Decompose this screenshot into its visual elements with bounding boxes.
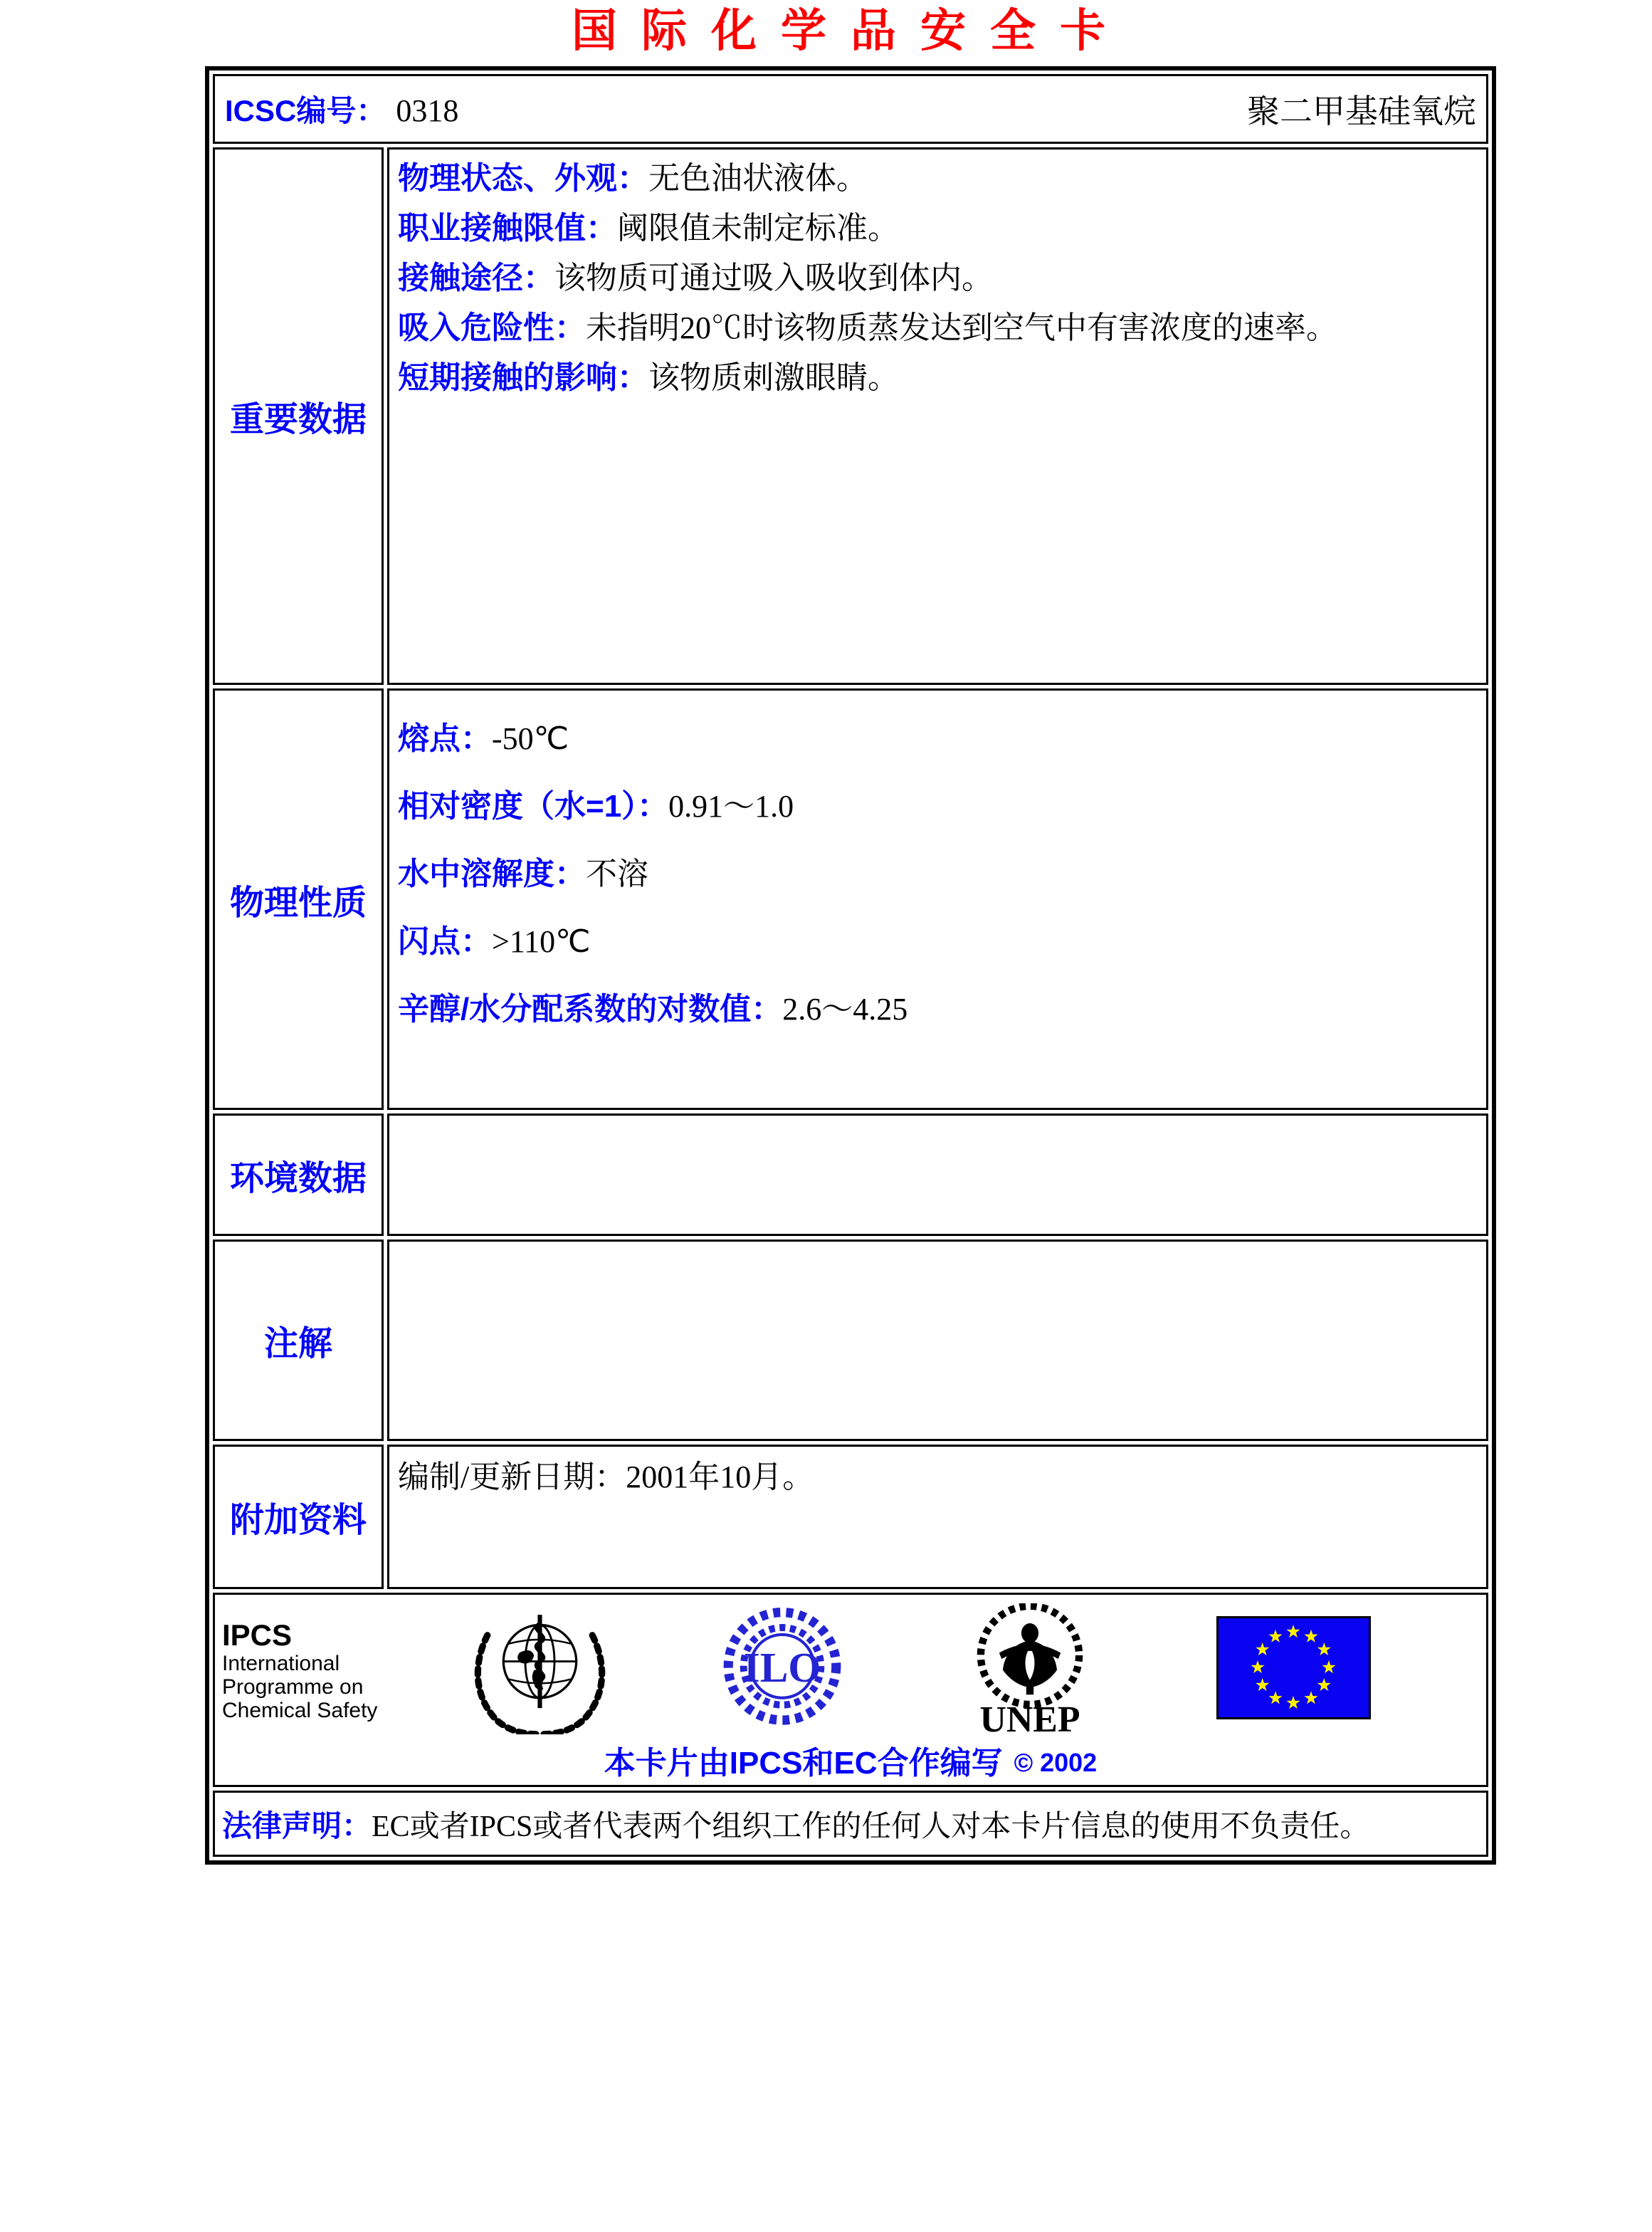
field-key: 辛醇/水分配系数的对数值： [398,992,783,1027]
legal-row [213,1791,1488,1857]
section-label-notes: 注解 [213,1240,384,1441]
section-label-important: 重要数据 [213,147,384,685]
field-line [398,154,1478,204]
field-line [398,1451,1478,1497]
icsc-number-label: ICSC编号： [225,94,386,127]
copyright-text: © 2002 [1014,1748,1098,1777]
unep-letters: UNEP [979,1699,1080,1741]
field-value: 未指明20℃时该物质蒸发达到空气中有害浓度的速率。 [586,310,1337,345]
section-label-additional: 附加资料 [213,1445,384,1589]
field-key: 物理状态、外观： [398,161,648,196]
section-content-environment [387,1114,1488,1236]
section-row-physical [213,688,1488,1110]
field-value: 0.91～1.0 [668,789,794,824]
card-table [205,66,1496,1865]
field-line [398,772,1478,840]
footer-caption-text: 本卡片由IPCS和EC合作编写 [604,1746,1003,1781]
section-content-additional [387,1445,1488,1589]
field-value: 该物质刺激眼睛。 [648,360,899,395]
field-value: 2001年10月。 [626,1460,814,1494]
section-label-physical: 物理性质 [213,688,384,1110]
ilo-letters: ILO [743,1643,821,1691]
header-cell [213,74,1488,144]
field-value: 该物质可通过吸入吸收到体内。 [554,261,993,295]
field-value: 无色油状液体。 [648,161,868,196]
chemical-name: 聚二甲基硅氧烷 [1247,93,1476,130]
section-row-notes [213,1240,1488,1441]
footer-row [213,1593,1488,1787]
field-value: -50℃ [492,721,569,756]
legal-label: 法律声明： [222,1808,372,1843]
field-key: 短期接触的影响： [398,360,648,395]
ipcs-subtitle-line: International [222,1652,340,1675]
who-logo-icon [467,1612,613,1734]
field-key: 熔点： [398,721,492,756]
field-key: 吸入危险性： [398,310,586,345]
section-content-physical [387,688,1488,1110]
unep-logo-icon [962,1603,1098,1743]
icsc-number-group [225,88,458,130]
ipcs-subtitle-line: Chemical Safety [222,1699,378,1722]
field-line [398,705,1478,772]
field-line [398,840,1478,908]
icsc-number-value: 0318 [396,93,459,128]
page-title: 国际化学品安全卡 [572,5,1130,56]
section-content-notes [387,1240,1488,1441]
field-line [398,204,1478,253]
section-row-additional [213,1445,1488,1589]
footer-caption [215,1737,1486,1783]
ipcs-title: IPCS [222,1618,293,1652]
field-key: 水中溶解度： [398,856,586,891]
legal-cell [213,1791,1488,1857]
field-line [398,353,1478,403]
section-content-important [387,147,1488,685]
ipcs-block [222,1619,377,1722]
field-line [398,908,1478,975]
field-key: 编制/更新日期： [398,1460,626,1494]
legal-text: EC或者IPCS或者代表两个组织工作的任何人对本卡片信息的使用不负责任。 [372,1810,1370,1843]
field-line [398,303,1478,353]
ilo-logo-icon [717,1608,847,1727]
field-key: 接触途径： [398,261,554,295]
field-line [398,975,1478,1043]
section-row-environment [213,1114,1488,1236]
eu-flag-icon [1216,1616,1371,1719]
field-value: 阈限值未制定标准。 [617,211,899,246]
footer-cell [213,1593,1488,1787]
field-line [398,253,1478,303]
field-key: 闪点： [398,924,492,959]
field-value: 2.6～4.25 [782,992,908,1027]
header-row [213,74,1488,144]
field-key: 相对密度（水=1）： [398,789,669,824]
section-row-important [213,147,1488,685]
field-value: 不溶 [586,856,648,891]
field-value: >110℃ [492,924,591,959]
field-key: 职业接触限值： [398,211,617,246]
ipcs-subtitle-line: Programme on [222,1675,364,1699]
section-label-environment: 环境数据 [213,1114,384,1236]
